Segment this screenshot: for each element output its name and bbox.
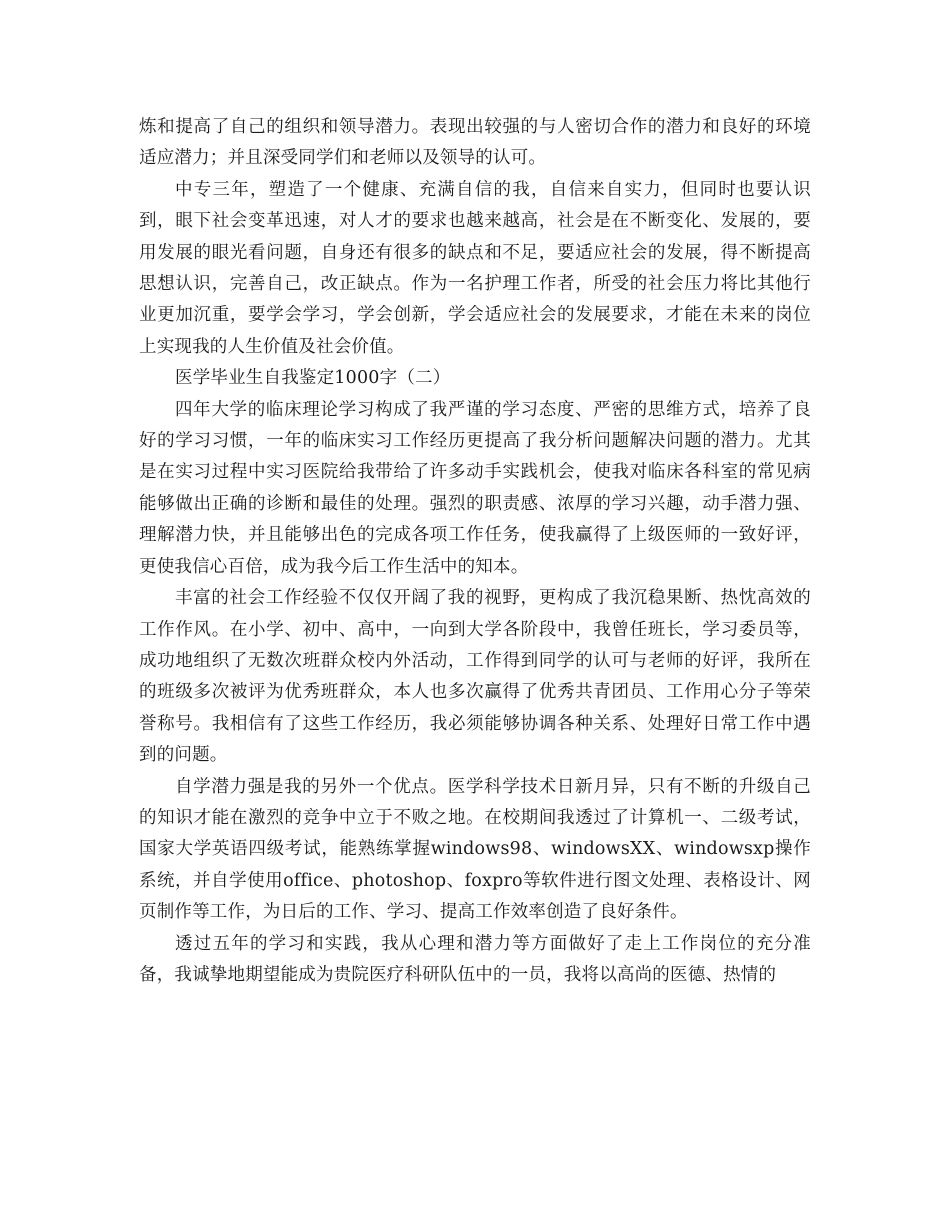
document-body [139,112,811,991]
paragraph-conclusion: 透过五年的学习和实践，我从心理和潜力等方面做好了走上工作岗位的充分准备，我诚挚地期望能成为贵院医疗科研队伍中的一员，我将以高尚的医德、热情的 [139,933,811,985]
paragraph-clinical-study: 四年大学的临床理论学习构成了我严谨的学习态度、严密的思维方式，培养了良好的学习习惯，一年的临床实习工作经历更提高了我分析问题解决问题的潜力。尤其是在实习过程中实习医院给我带给了许多动手实践机会，使我对临床各科室的常见病能够做出正确的诊断和最佳的处理。强烈的职责感、浓厚的学习兴趣，动手潜力强、理解潜力快，并且能够出色的完成各项工作任务，使我赢得了上级医师的一致好评，更使我信心百倍，成为我今后工作生活中的知本。 [139,399,811,577]
paragraph-continued: 炼和提高了自己的组织和领导潜力。表现出较强的与人密切合作的潜力和良好的环境适应潜力；并且深受同学们和老师以及领导的认可。 [139,117,811,169]
paragraph-vocational-years: 中专三年，塑造了一个健康、充满自信的我，自信来自实力，但同时也要认识到，眼下社会变革迅速，对人才的要求也越来越高，社会是在不断变化、发展的，要用发展的眼光看问题，自身还有很多的缺点和不足，要适应社会的发展，得不断提高思想认识，完善自己，改正缺点。作为一名护理工作者，所受的社会压力将比其他行业更加沉重，要学会学习，学会创新，学会适应社会的发展要求，才能在未来的岗位上实现我的人生价值及社会价值。 [139,179,811,357]
paragraph-social-work: 丰富的社会工作经验不仅仅开阔了我的视野，更构成了我沉稳果断、热忱高效的工作作风。在小学、初中、高中，一向到大学各阶段中，我曾任班长，学习委员等，成功地组织了无数次班群众校内外活动，工作得到同学的认可与老师的好评，我所在的班级多次被评为优秀班群众，本人也多次赢得了优秀共青团员、工作用心分子等荣誉称号。我相信有了这些工作经历，我必须能够协调各种关系、处理好日常工作中遇到的问题。 [139,588,811,766]
paragraph-self-learning: 自学潜力强是我的另外一个优点。医学科学技术日新月异，只有不断的升级自己的知识才能在激烈的竞争中立于不败之地。在校期间我透过了计算机一、二级考试，国家大学英语四级考试，能熟练掌握windows98、windowsXX、windowsxp操作系统，并自学使用office、photoshop、foxpro等软件进行图文处理、表格设计、网页制作等工作，为日后的工作、学习、提高工作效率创造了良好条件。 [139,776,811,923]
section-heading: 医学毕业生自我鉴定1000字（二） [175,368,451,389]
